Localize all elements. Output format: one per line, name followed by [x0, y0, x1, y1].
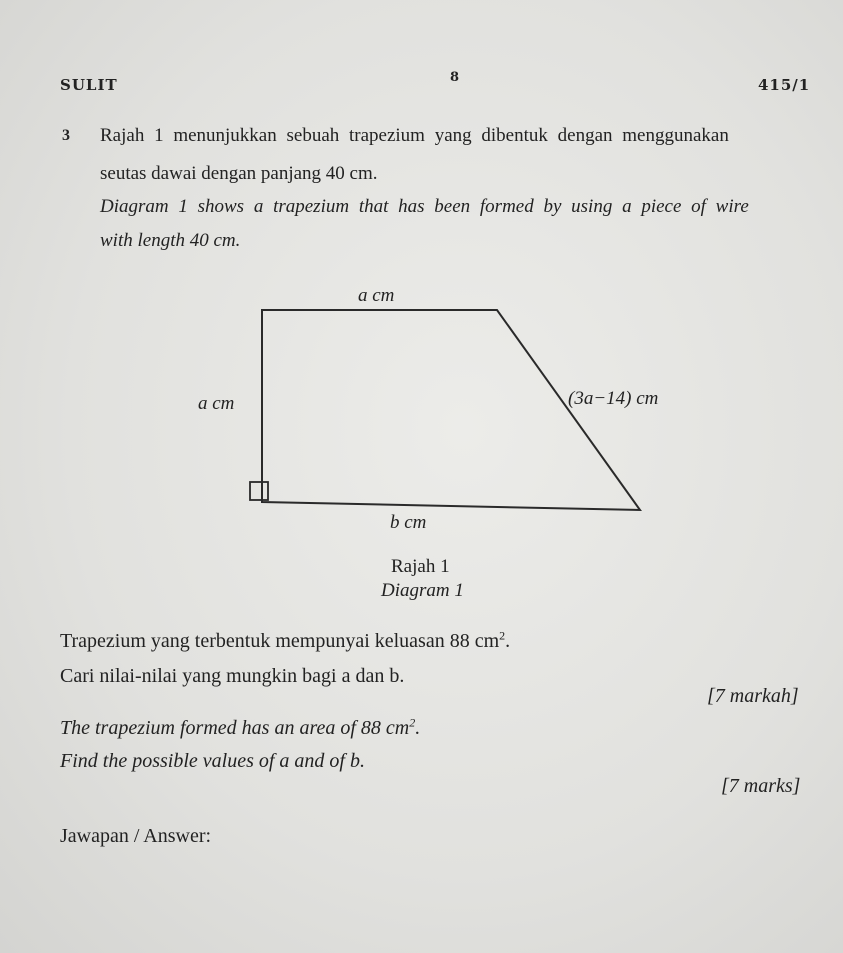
question-english-line1: Diagram 1 shows a trapezium that has been formed by using a piece of wire — [100, 196, 749, 217]
question-malay-line1: Rajah 1 menunjukkan sebuah trapezium yang dibentuk dengan menggunakan — [100, 125, 729, 146]
label-bottom-side: b cm — [390, 512, 427, 533]
task-malay-area — [60, 630, 510, 653]
trapezium-shape — [262, 310, 640, 510]
label-top-side: a cm — [358, 285, 395, 306]
question-malay-line2: seutas dawai dengan panjang 40 cm. — [100, 163, 378, 184]
question-english-line2: with length 40 cm. — [100, 230, 241, 251]
task-malay-area-text: Trapezium yang terbentuk mempunyai keluasan 88 cm — [60, 630, 500, 652]
task-malay-area-end: . — [505, 630, 511, 652]
header-sulit: SULIT — [60, 76, 118, 94]
task-english-area-end: . — [415, 717, 421, 739]
task-english-find: Find the possible values of a and of b. — [60, 750, 365, 772]
marks-english: [7 marks] — [721, 775, 801, 797]
label-slant-side: (3a−14) cm — [568, 388, 659, 409]
task-malay-area-sup: 2 — [499, 628, 506, 643]
task-english-area-text: The trapezium formed has an area of 88 cm — [60, 717, 410, 739]
answer-label: Jawapan / Answer: — [60, 825, 212, 847]
label-left-side: a cm — [198, 393, 235, 414]
right-angle-marker — [250, 482, 268, 500]
caption-malay: Rajah 1 — [391, 556, 450, 577]
page-number: 8 — [450, 70, 461, 85]
paper-code: 415/1 — [758, 76, 811, 94]
task-english-area-sup: 2 — [409, 715, 416, 730]
marks-malay: [7 markah] — [707, 685, 799, 707]
task-malay-find: Cari nilai-nilai yang mungkin bagi a dan b. — [60, 665, 405, 687]
task-english-area — [60, 717, 420, 740]
caption-english: Diagram 1 — [381, 580, 464, 601]
question-number: 3 — [62, 127, 70, 144]
